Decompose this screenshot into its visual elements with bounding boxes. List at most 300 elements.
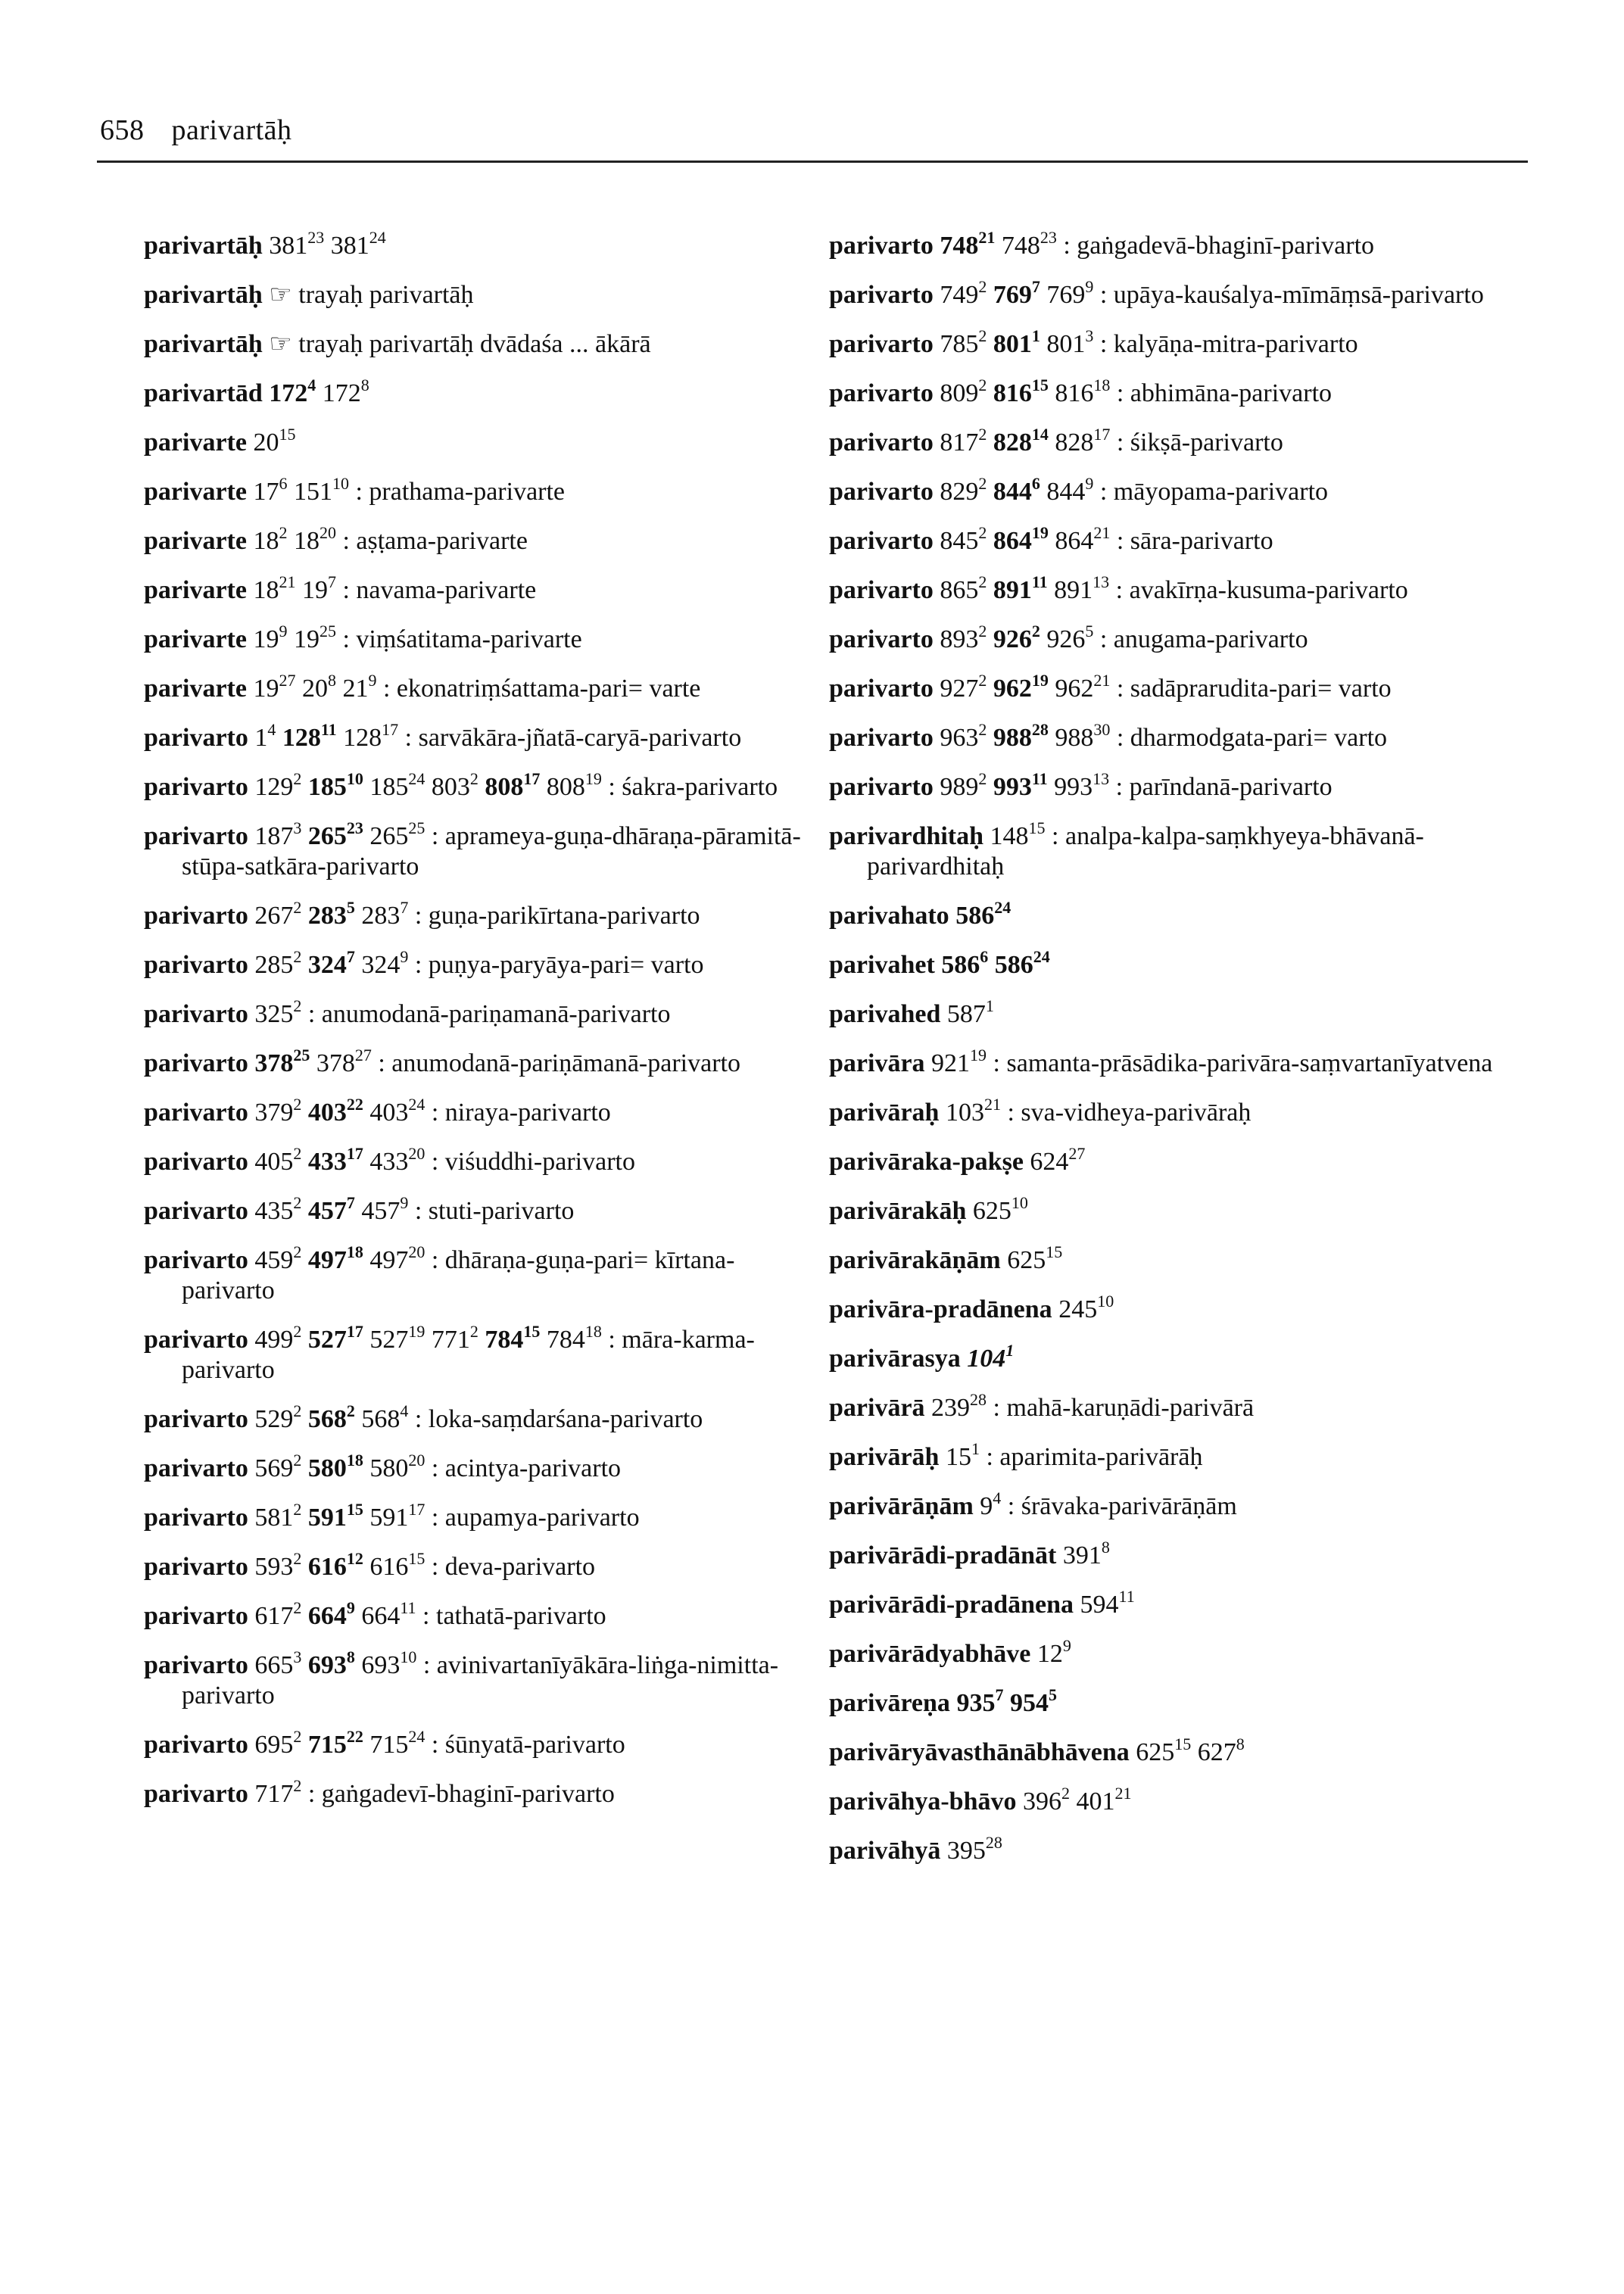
headword: parivārāḥ: [829, 1443, 940, 1471]
page-reference: $17^6$: [253, 474, 288, 506]
page-reference: $459^2$: [254, 1242, 302, 1274]
index-entry: [144, 947, 825, 980]
line-number: 20: [408, 1242, 425, 1261]
line-number: 2: [978, 523, 987, 542]
line-number: 27: [279, 671, 296, 690]
page-reference: $844^9$: [1046, 474, 1094, 506]
index-entry: [829, 1784, 1510, 1817]
page-reference: $816^{18}$: [1055, 376, 1111, 407]
references: [1036, 1636, 1071, 1668]
line-number: 20: [408, 1451, 425, 1470]
page-reference: $283^5$: [307, 898, 355, 930]
line-number: 27: [354, 1046, 372, 1064]
page-reference: $828^{17}$: [1055, 425, 1111, 457]
line-number: 13: [1093, 572, 1110, 591]
references: $15^1$ : aparimita-parivārāḥ: [945, 1439, 1203, 1471]
page-reference: $9^4$: [980, 1488, 1002, 1520]
references: [972, 1193, 1028, 1225]
line-number: 2: [293, 1242, 302, 1261]
headword: parivardhitaḥ: [829, 822, 984, 850]
references: $459^2$ $497^{18}$ $497^{20}$ : dhāraṇa-guṇa-pari= kīrtana-parivarto: [182, 1242, 735, 1304]
page-reference: $954^5$: [1009, 1685, 1057, 1717]
index-entry: [829, 720, 1510, 753]
line-number: 17: [523, 769, 541, 788]
index-entry: [829, 818, 1510, 882]
running-header: [100, 114, 292, 147]
page-reference: $185^{24}$: [369, 769, 425, 801]
line-number: 15: [523, 1322, 541, 1341]
line-number: 15: [279, 425, 296, 444]
line-number: 22: [346, 1727, 363, 1746]
page-reference: $568^2$: [307, 1401, 355, 1433]
index-entry: [144, 996, 825, 1030]
index-entry: [829, 1735, 1510, 1768]
references: [1080, 1587, 1135, 1619]
page-reference: $864^{19}$: [993, 523, 1049, 555]
line-number: 4: [400, 1401, 409, 1420]
page-reference: $405^2$: [254, 1144, 302, 1176]
page-reference: $433^{17}$: [307, 1144, 363, 1176]
index-entry: [144, 329, 825, 360]
page-reference: $185^{10}$: [307, 769, 363, 801]
headword: parivārādyabhāve: [829, 1640, 1031, 1668]
index-entry: [829, 671, 1510, 704]
line-number: 11: [320, 720, 337, 739]
index-entry: [829, 898, 1510, 931]
line-number: 2: [1031, 622, 1040, 641]
line-number: 9: [400, 947, 409, 966]
line-number: 9: [346, 1598, 355, 1617]
line-number: 2: [293, 1549, 302, 1568]
index-entry: [144, 523, 825, 556]
line-number: 2: [978, 671, 987, 690]
index-entry: [829, 769, 1510, 803]
page-reference: $769^7$: [993, 277, 1040, 309]
page-reference: $324^7$: [307, 947, 355, 979]
line-number: 23: [346, 818, 363, 837]
references: $893^2$ $926^2$ $926^5$ : anugama-parivarto: [940, 622, 1308, 653]
references: [1058, 1292, 1114, 1323]
references: $435^2$ $457^7$ $457^9$ : stuti-parivarto: [254, 1193, 575, 1225]
page-reference: $379^2$: [254, 1095, 302, 1127]
page-reference: $172^8$: [322, 376, 369, 407]
headword: parivarto: [144, 951, 248, 979]
index-entry: [829, 1095, 1510, 1128]
references: $1^4$ $128^{11}$ $128^{17}$ : sarvākāra-jñatā-caryā-parivarto: [254, 720, 742, 752]
references: $817^2$ $828^{14}$ $828^{17}$ : śikṣā-parivarto: [940, 425, 1283, 457]
index-entry: [144, 474, 825, 507]
line-number: 2: [978, 277, 987, 296]
page-reference: $988^{30}$: [1055, 720, 1111, 752]
index-entry: [144, 1046, 825, 1079]
page-reference: $245^{10}$: [1058, 1292, 1114, 1323]
line-number: 8: [360, 376, 369, 394]
page-reference: $665^3$: [254, 1647, 302, 1679]
page-reference: $627^8$: [1197, 1735, 1245, 1766]
line-number: 10: [1097, 1292, 1114, 1311]
page-reference: $15^1$: [945, 1439, 980, 1471]
line-number: 1: [985, 996, 994, 1015]
headword: parivarto: [829, 675, 934, 703]
line-number: 9: [1085, 474, 1094, 493]
index-entry: [829, 947, 1510, 980]
headword: parivahato: [829, 902, 949, 930]
line-number: 2: [293, 1401, 302, 1420]
line-number: 15: [1046, 1242, 1063, 1261]
index-entry: [144, 898, 825, 931]
index-entry: [144, 1144, 825, 1177]
line-number: 4: [267, 720, 276, 739]
references: $569^2$ $580^{18}$ $580^{20}$ : acintya-parivarto: [254, 1451, 622, 1482]
headword: parivarto: [829, 625, 934, 653]
references: $9^4$ : śrāvaka-parivārāṇām: [980, 1488, 1237, 1520]
page-reference: $586^{24}$: [955, 898, 1011, 930]
references: $18^{21}$ $19^7$ : navama-parivarte: [253, 572, 537, 604]
page-reference: $715^{24}$: [369, 1727, 425, 1759]
line-number: 2: [293, 1144, 302, 1163]
line-number: 9: [368, 671, 377, 690]
line-number: 28: [970, 1390, 987, 1409]
line-number: 2: [293, 1500, 302, 1519]
line-number: 7: [346, 1193, 355, 1212]
page-reference: $19^{27}$: [253, 671, 296, 703]
line-number: 17: [346, 1322, 363, 1341]
headword: parivarto: [144, 902, 248, 930]
line-number: 11: [1031, 769, 1048, 788]
index-entry: [144, 1647, 825, 1711]
index-entry: [144, 720, 825, 753]
references: $405^2$ $433^{17}$ $433^{20}$ : viśuddhi-parivarto: [254, 1144, 635, 1176]
line-number: 28: [1031, 720, 1049, 739]
line-number: 1: [1005, 1341, 1015, 1360]
headword: parivarto: [144, 1099, 248, 1127]
references: [941, 947, 1050, 979]
line-number: 27: [1068, 1144, 1086, 1163]
line-number: 24: [408, 1095, 425, 1114]
page-reference: $926^5$: [1046, 622, 1094, 653]
line-number: 2: [978, 572, 987, 591]
headword: parivarto: [144, 1602, 248, 1630]
page-reference: $935^7$: [956, 1685, 1004, 1717]
references: $19^{27}$ $20^8$ $21^9$ : ekonatriṃśattama-pari= varte: [253, 671, 701, 703]
index-entry: [144, 376, 825, 409]
page-reference: $569^2$: [254, 1451, 302, 1482]
index-entry: [829, 326, 1510, 360]
index-entry: [829, 277, 1510, 310]
page-reference: $324^9$: [361, 947, 409, 979]
references: [1030, 1144, 1086, 1176]
line-number: 21: [1114, 1784, 1132, 1803]
references: [253, 425, 296, 457]
line-number: 6: [279, 474, 288, 493]
headword: parivarto: [144, 1197, 248, 1225]
index-entry: [829, 1587, 1510, 1620]
page-reference: $580^{18}$: [307, 1451, 363, 1482]
headword: parivārasya: [829, 1345, 961, 1373]
line-number: 17: [382, 720, 399, 739]
page-reference: $151^{10}$: [293, 474, 349, 506]
line-number: 2: [346, 1401, 355, 1420]
line-number: 10: [346, 769, 363, 788]
headword: parivarto: [144, 1326, 248, 1354]
page-reference: $988^{28}$: [993, 720, 1049, 752]
line-number: 10: [400, 1647, 417, 1666]
page-reference: $771^2$: [431, 1322, 478, 1354]
line-number: 9: [400, 1193, 409, 1212]
page-reference: $499^2$: [254, 1322, 302, 1354]
headword: parivarto: [144, 822, 248, 850]
line-number: 8: [327, 671, 336, 690]
page-reference: $962^{19}$: [993, 671, 1049, 703]
references: $748^{21}$ $748^{23}$ : gaṅgadevā-bhaginī-parivarto: [940, 228, 1375, 260]
page-reference: $586^6$: [941, 947, 989, 979]
line-number: 19: [584, 769, 602, 788]
headword: parivarto: [144, 1651, 248, 1679]
headword: parivarto: [829, 724, 934, 752]
references: [956, 1685, 1057, 1717]
line-number: 6: [1031, 474, 1040, 493]
page-reference: $921^{19}$: [931, 1046, 987, 1077]
page-reference: $580^{20}$: [369, 1451, 425, 1482]
page-reference: $926^2$: [993, 622, 1040, 653]
line-number: 21: [1093, 671, 1111, 690]
index-entry: [829, 523, 1510, 556]
page-reference: $148^{15}$: [990, 818, 1046, 850]
page-reference: $587^1$: [946, 996, 994, 1028]
index-entry: [829, 1292, 1510, 1325]
references: ☞ trayaḥ parivartāḥ dvādaśa ... ākārā: [269, 330, 651, 358]
page-reference: $803^2$: [431, 769, 478, 801]
page-reference: $568^4$: [361, 1401, 409, 1433]
line-number: 17: [1093, 425, 1111, 444]
index-entry: [829, 1046, 1510, 1079]
headword: parivarto: [829, 576, 934, 604]
references: $378^{25}$ $378^{27}$ : anumodanā-pariṇāmanā-parivarto: [254, 1046, 740, 1077]
line-number: 17: [346, 1144, 363, 1163]
page-reference: $20^8$: [301, 671, 336, 703]
page-reference: $527^{19}$: [369, 1322, 425, 1354]
index-entry: [829, 622, 1510, 655]
line-number: 2: [469, 769, 478, 788]
headword: parivarto: [829, 773, 934, 801]
headword: parivarto: [144, 1246, 248, 1274]
page-reference: $845^2$: [940, 523, 987, 555]
index-entry: [829, 572, 1510, 606]
page-reference: $962^{21}$: [1055, 671, 1111, 703]
page-reference: $239^{28}$: [931, 1390, 987, 1422]
references: $19^9$ $19^{25}$ : viṃśatitama-parivarte: [253, 622, 582, 653]
line-number: 2: [978, 376, 987, 394]
headword: parivāhyā: [829, 1837, 941, 1865]
references: [946, 1833, 1002, 1865]
line-number: 5: [346, 898, 355, 917]
index-entry: [144, 1500, 825, 1533]
line-number: 5: [1048, 1685, 1057, 1704]
headword: parivarto: [829, 379, 934, 407]
line-number: 2: [279, 523, 288, 542]
line-number: 23: [1040, 228, 1057, 247]
page-reference: $433^{20}$: [369, 1144, 425, 1176]
page-reference: $801^3$: [1046, 326, 1094, 358]
headword: parivarto: [144, 1000, 248, 1028]
headword: parivarto: [829, 527, 934, 555]
references: $239^{28}$ : mahā-karuṇādi-parivārā: [931, 1390, 1255, 1422]
page-reference: $865^2$: [940, 572, 987, 604]
line-number: 15: [1031, 376, 1049, 394]
references: $529^2$ $568^2$ $568^4$ : loka-saṃdarśana-parivarto: [254, 1401, 703, 1433]
references: $921^{19}$ : samanta-prāsādika-parivāra-saṃvartanīyatvena: [931, 1046, 1493, 1077]
page-reference: $616^{12}$: [307, 1549, 363, 1581]
page-reference: $396^2$: [1023, 1784, 1070, 1816]
headword: parivartāḥ: [144, 232, 263, 260]
line-number: 24: [369, 228, 386, 247]
headword: parivarto: [144, 1553, 248, 1581]
page-reference: $844^6$: [993, 474, 1040, 506]
line-number: 24: [1033, 947, 1050, 966]
page-reference: $283^7$: [361, 898, 409, 930]
line-number: 23: [307, 228, 325, 247]
references: $695^2$ $715^{22}$ $715^{24}$ : śūnyatā-parivarto: [254, 1727, 625, 1759]
line-number: 20: [319, 523, 336, 542]
headword: parivarto: [144, 1780, 248, 1808]
index-entry: [829, 1341, 1510, 1374]
line-number: 17: [408, 1500, 425, 1519]
page-reference: $457^9$: [361, 1193, 409, 1225]
line-number: 11: [400, 1598, 416, 1617]
page-reference: $625^{10}$: [972, 1193, 1028, 1225]
line-number: 10: [332, 474, 349, 493]
page-reference: $187^3$: [254, 818, 302, 850]
line-number: 3: [293, 1647, 302, 1666]
page-reference: $18^2$: [253, 523, 288, 555]
line-number: 11: [1118, 1587, 1135, 1606]
references: $845^2$ $864^{19}$ $864^{21}$ : sāra-parivarto: [940, 523, 1273, 555]
line-number: 21: [1093, 523, 1111, 542]
line-number: 30: [1093, 720, 1111, 739]
references: [946, 996, 994, 1028]
line-number: 28: [985, 1833, 1002, 1852]
line-number: 2: [293, 996, 302, 1015]
references: $17^6$ $151^{10}$ : prathama-parivarte: [253, 474, 566, 506]
line-number: 1: [1031, 326, 1040, 345]
page-reference: $497^{18}$: [307, 1242, 363, 1274]
page-reference: $1^4$: [254, 720, 276, 752]
page-reference: $624^{27}$: [1030, 1144, 1086, 1176]
page-reference: $891^{11}$: [993, 572, 1048, 604]
line-number: 19: [1031, 671, 1049, 690]
references: $927^2$ $962^{19}$ $962^{21}$ : sadāprarudita-pari= varto: [940, 671, 1392, 703]
references: $325^2$ : anumodanā-pariṇamanā-parivarto: [254, 996, 671, 1028]
index-entry: [829, 474, 1510, 507]
page-reference: $891^{13}$: [1054, 572, 1110, 604]
line-number: 12: [346, 1549, 363, 1568]
headword: parivartād: [144, 379, 263, 407]
page-reference: $104^1$: [967, 1341, 1015, 1373]
line-number: 2: [978, 326, 987, 345]
page-reference: $395^{28}$: [946, 1833, 1002, 1865]
index-entry: [829, 996, 1510, 1030]
line-number: 8: [1236, 1735, 1245, 1753]
line-number: 18: [1093, 376, 1111, 394]
index-entry: [829, 228, 1510, 261]
page-reference: $325^2$: [254, 996, 302, 1028]
references: $717^2$ : gaṅgadevī-bhaginī-parivarto: [254, 1776, 615, 1808]
headword: parivāhya-bhāvo: [829, 1788, 1017, 1816]
page-reference: $828^{14}$: [993, 425, 1049, 457]
index-entry: [144, 1242, 825, 1306]
index-entry: [144, 622, 825, 655]
page-reference: $993^{13}$: [1054, 769, 1110, 801]
headword: parivāraka-pakṣe: [829, 1148, 1024, 1176]
page-reference: $769^9$: [1046, 277, 1094, 309]
index-entry: [144, 1776, 825, 1809]
page-reference: $172^4$: [269, 376, 316, 407]
index-entry: [829, 1538, 1510, 1571]
page-reference: $748^{23}$: [1001, 228, 1057, 260]
right-column: [829, 228, 1510, 1885]
index-entry: [829, 1193, 1510, 1226]
headword: parivarte: [144, 527, 247, 555]
headword: parivarto: [144, 724, 248, 752]
page-reference: $378^{27}$: [316, 1046, 372, 1077]
page-reference: $749^2$: [940, 277, 987, 309]
headword: parivartāḥ: [144, 330, 263, 358]
line-number: 2: [293, 1322, 302, 1341]
index-entry: [144, 1401, 825, 1435]
page-reference: $18^{20}$: [293, 523, 336, 555]
line-number: 20: [408, 1144, 425, 1163]
line-number: 15: [346, 1500, 363, 1519]
page-reference: $265^{25}$: [369, 818, 425, 850]
line-number: 2: [293, 947, 302, 966]
line-number: 2: [293, 1598, 302, 1617]
headword: parivarte: [144, 478, 247, 506]
page-reference: $381^{24}$: [330, 228, 386, 260]
page-reference: $128^{11}$: [282, 720, 337, 752]
line-number: 15: [1174, 1735, 1192, 1753]
references: [1062, 1538, 1110, 1569]
line-number: 9: [1062, 1636, 1071, 1655]
index-entry: [144, 228, 825, 261]
headword: parivārā: [829, 1394, 925, 1422]
line-number: 2: [978, 720, 987, 739]
page-reference: $963^2$: [940, 720, 987, 752]
headword: parivāreṇa: [829, 1689, 950, 1717]
references: ☞ trayaḥ parivartāḥ: [269, 281, 474, 309]
line-number: 8: [1101, 1538, 1110, 1557]
page-reference: $586^{24}$: [994, 947, 1050, 979]
line-number: 4: [993, 1488, 1002, 1507]
line-number: 22: [346, 1095, 363, 1114]
line-number: 9: [1085, 277, 1094, 296]
page-reference: $581^2$: [254, 1500, 302, 1532]
page-reference: $457^7$: [307, 1193, 355, 1225]
line-number: 6: [980, 947, 989, 966]
page-reference: $801^1$: [993, 326, 1040, 358]
line-number: 19: [408, 1322, 425, 1341]
line-number: 15: [1028, 818, 1046, 837]
line-number: 24: [408, 1727, 425, 1746]
page-reference: $19^7$: [301, 572, 336, 604]
headword: parivarto: [144, 1504, 248, 1532]
headword: parivarte: [144, 576, 247, 604]
line-number: 7: [400, 898, 409, 917]
page-reference: $993^{11}$: [993, 769, 1048, 801]
page-reference: $19^9$: [253, 622, 288, 653]
references: [1007, 1242, 1063, 1274]
headword: parivarto: [144, 1454, 248, 1482]
references: $785^2$ $801^1$ $801^3$ : kalyāṇa-mitra-parivarto: [940, 326, 1358, 358]
